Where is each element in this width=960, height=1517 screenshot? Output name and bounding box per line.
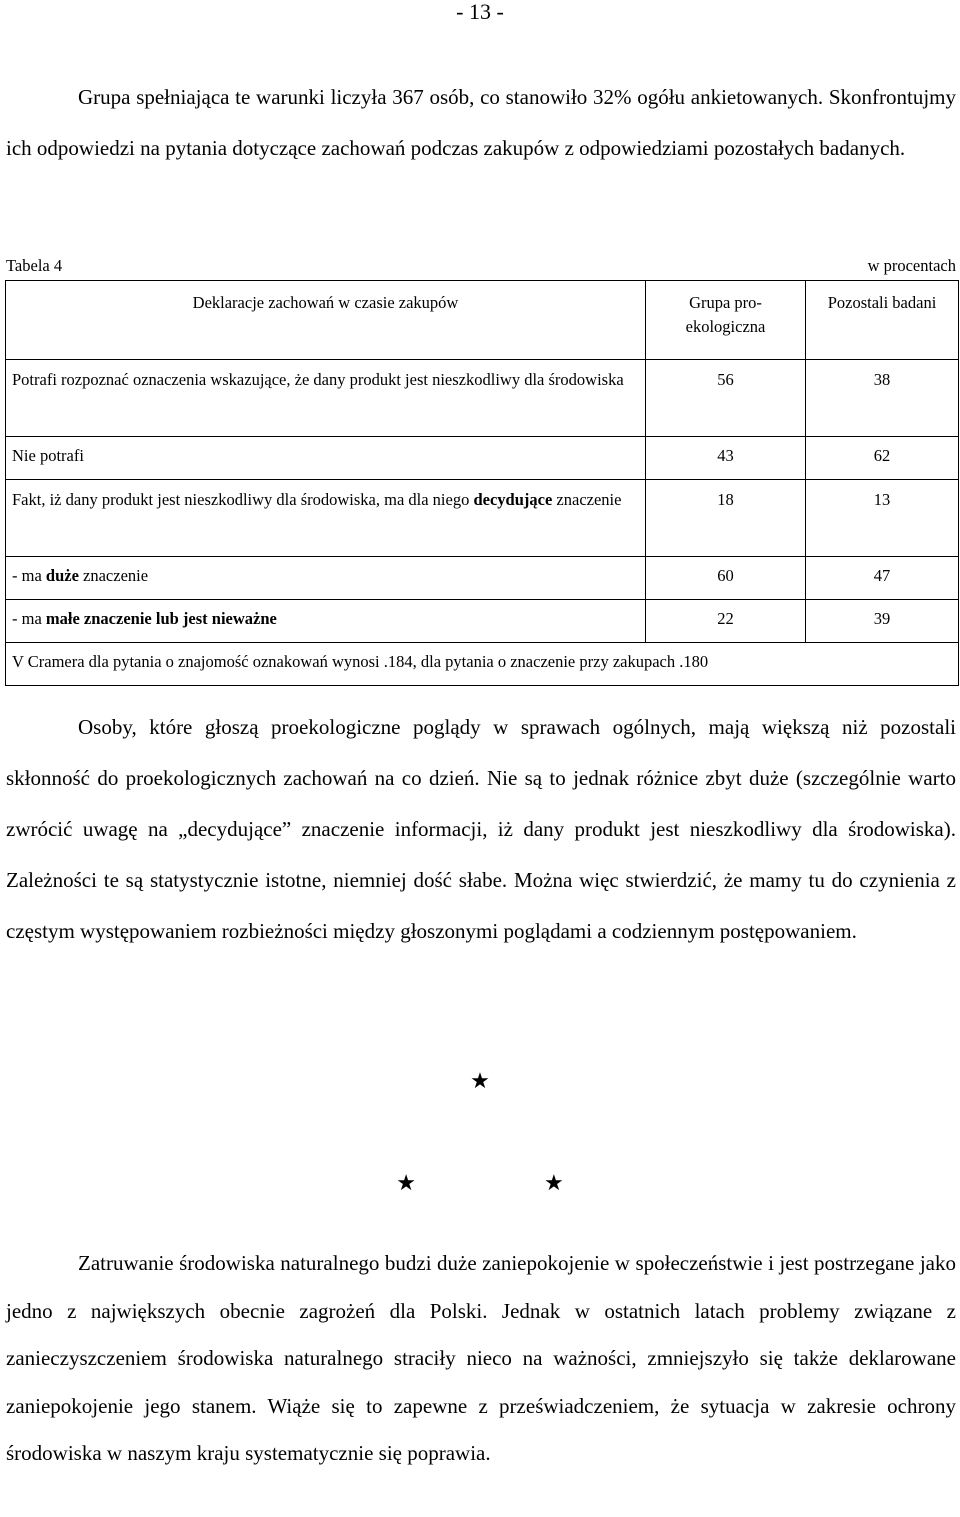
- star-icon: ★: [544, 1170, 564, 1195]
- table-footnote: V Cramera dla pytania o znajomość oznakowań wynosi .184, dla pytania o znaczenie przy zakupach .180: [6, 643, 959, 686]
- survey-table: [5, 280, 959, 686]
- star-icon: ★: [470, 1068, 490, 1093]
- separator-stars-top: [0, 1068, 960, 1094]
- separator-stars-bottom: [0, 1170, 960, 1196]
- row-others-value: 62: [806, 437, 959, 480]
- row-group-value: 18: [646, 480, 806, 557]
- row-label-bold: małe znaczenie lub jest nieważne: [45, 609, 277, 628]
- table-row: [6, 557, 959, 600]
- row-label-post: znaczenie: [552, 490, 622, 509]
- row-others-value: 47: [806, 557, 959, 600]
- table-row: [6, 360, 959, 437]
- row-label-bold: decydujące: [473, 490, 553, 509]
- row-group-value: 22: [646, 600, 806, 643]
- row-others-value: 39: [806, 600, 959, 643]
- header-group: Grupa pro-ekologiczna: [646, 281, 806, 360]
- row-label: [6, 557, 646, 600]
- page-number: - 13 -: [456, 0, 504, 24]
- table-header-row: [6, 281, 959, 360]
- row-others-value: 38: [806, 360, 959, 437]
- row-label-bold: duże: [45, 566, 79, 585]
- row-label-post: znaczenie: [78, 566, 149, 585]
- row-group-value: 60: [646, 557, 806, 600]
- row-label: [6, 480, 646, 557]
- row-label-pre: - ma: [12, 566, 46, 585]
- row-label: [6, 600, 646, 643]
- paragraph-analysis-text: Osoby, które głoszą proekologiczne poglądy w sprawach ogólnych, mają większą niż pozostali skłonność do proekologicznych zachowań na co dzień. Nie są to jednak różnice zbyt duże (szczególnie warto zwrócić uwagę na „decydujące” znaczenie informacji, iż dany produkt jest nieszkodliwy dla środowiska). Zależności te są statystycznie istotne, niemniej dość słabe. Można więc stwierdzić, że mamy tu do czynienia z częstym występowaniem rozbieżności między głoszonymi poglądami a codziennym postępowaniem.: [6, 715, 956, 943]
- table-unit: w procentach: [867, 256, 956, 275]
- row-group-value: 43: [646, 437, 806, 480]
- header-declarations: Deklaracje zachowań w czasie zakupów: [6, 281, 646, 360]
- paragraph-intro: [6, 72, 956, 174]
- star-icon: ★: [396, 1170, 416, 1195]
- table-row: [6, 437, 959, 480]
- paragraph-pollution-text: Zatruwanie środowiska naturalnego budzi duże zaniepokojenie w społeczeństwie i jest postrzegane jako jedno z największych obecnie zagrożeń dla Polski. Jednak w ostatnich latach problemy związane z zanieczyszczeniem środowiska naturalnego straciły nieco na ważności, zmniejszyło się także deklarowane zaniepokojenie jego stanem. Wiąże się to zapewne z przeświadczeniem, że sytuacja w zakresie ochrony środowiska w naszym kraju systematycznie się poprawia.: [6, 1251, 956, 1465]
- paragraph-intro-text: Grupa spełniająca te warunki liczyła 367 osób, co stanowiło 32% ogółu ankietowanych. Skonfrontujmy ich odpowiedzi na pytania dotyczące zachowań podczas zakupów z odpowiedziami pozostałych badanych.: [6, 85, 956, 160]
- row-others-value: 13: [806, 480, 959, 557]
- row-label-pre: - ma: [12, 609, 46, 628]
- table-row: [6, 480, 959, 557]
- row-group-value: 56: [646, 360, 806, 437]
- table-footnote-row: [6, 643, 959, 686]
- row-label: Potrafi rozpoznać oznaczenia wskazujące, że dany produkt jest nieszkodliwy dla środowiska: [6, 360, 646, 437]
- paragraph-analysis: [6, 702, 956, 957]
- header-others: Pozostali badani: [806, 281, 959, 360]
- row-label: Nie potrafi: [6, 437, 646, 480]
- paragraph-pollution: [6, 1240, 956, 1478]
- row-label-pre: Fakt, iż dany produkt jest nieszkodliwy dla środowiska, ma dla niego: [12, 490, 474, 509]
- table-row: [6, 600, 959, 643]
- table-caption: Tabela 4: [6, 256, 63, 275]
